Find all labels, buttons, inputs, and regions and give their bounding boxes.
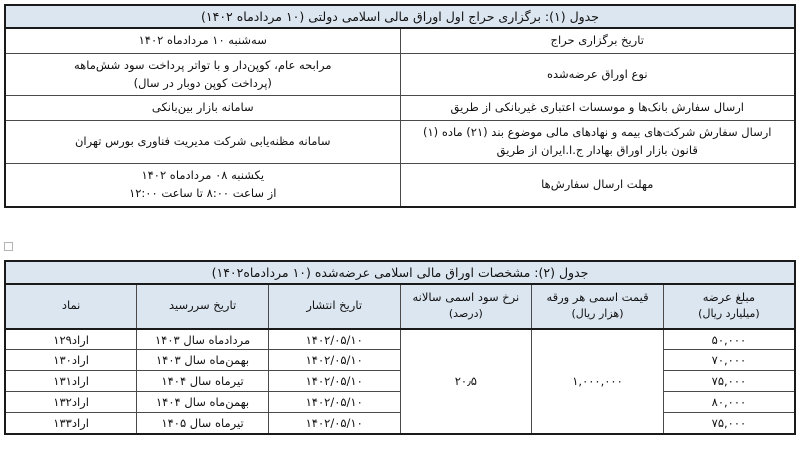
institution-order-channel-label	[400, 121, 795, 164]
maturity-date-value: مردادماه سال ۱۴۰۳	[137, 329, 269, 350]
table-row	[5, 96, 795, 121]
maturity-date-value: تیرماه سال ۱۴۰۴	[137, 371, 269, 392]
column-header-maturity-date-label: تاریخ سررسید	[168, 298, 237, 313]
column-header-symbol-label: نماد	[61, 298, 81, 313]
table-row	[5, 371, 795, 392]
securities-details-table	[4, 260, 796, 435]
institution-order-channel-line-1: سامانه مظنه‌یابی شرکت مدیریت فناوری بورس تهران	[74, 134, 331, 149]
table-row	[5, 53, 795, 96]
maturity-date-value: بهمن‌ماه سال ۱۴۰۴	[137, 392, 269, 413]
table-one-title-row	[5, 5, 795, 28]
column-header-issue-date	[268, 284, 400, 329]
column-header-symbol	[5, 284, 137, 329]
bank-order-channel-label: ارسال سفارش بانک‌ها و موسسات اعتباری غیربانکی از طریق	[400, 96, 795, 121]
column-header-nominal-price-label: قیمت اسمی هر ورقه	[546, 290, 649, 304]
order-deadline-label: مهلت ارسال سفارش‌ها	[400, 163, 795, 206]
column-header-nominal-price	[532, 284, 664, 329]
table-two-title: جدول (۲): مشخصات اوراق مالی اسلامی عرضه‌شده (۱۰ مردادماه۱۴۰۲)	[5, 261, 795, 284]
table-row	[5, 28, 795, 53]
security-type-label: نوع اوراق عرضه‌شده	[400, 53, 795, 96]
column-header-offer-amount	[663, 284, 795, 329]
column-header-annual-rate	[400, 284, 532, 329]
column-header-offer-amount-label: مبلغ عرضه	[702, 290, 756, 304]
symbol-value: اراد۱۳۱	[5, 371, 137, 392]
table-row	[5, 121, 795, 164]
issue-date-value: ۱۴۰۲/۰۵/۱۰	[268, 371, 400, 392]
security-type-line-2: (پرداخت کوپن دوبار در سال)	[133, 75, 272, 90]
symbol-value: اراد۱۳۲	[5, 392, 137, 413]
offer-amount-value: ۷۵,۰۰۰	[663, 413, 795, 434]
symbol-value: اراد۱۳۳	[5, 413, 137, 434]
security-type-value	[5, 53, 400, 96]
auction-date-value	[5, 28, 400, 53]
institution-order-channel-label-line-2: قانون بازار اوراق بهادار ج.ا.ایران از طریق	[496, 143, 698, 158]
auction-date-label: تاریخ برگزاری حراج	[400, 28, 795, 53]
column-header-issue-date-label: تاریخ انتشار	[306, 298, 363, 313]
institution-order-channel-label-line-1: ارسال سفارش شرکت‌های بیمه و نهادهای مالی موضوع بند (۲۱) ماده (۱)	[422, 125, 772, 140]
bank-order-channel-value	[5, 96, 400, 121]
offer-amount-value: ۷۵,۰۰۰	[663, 371, 795, 392]
order-deadline-line-2: از ساعت ۸:۰۰ تا ساعت ۱۲:۰۰	[129, 185, 277, 200]
symbol-value: اراد۱۳۰	[5, 350, 137, 371]
bank-order-channel-line-1: سامانه بازار بین‌بانکی	[151, 100, 254, 115]
maturity-date-value: بهمن‌ماه سال ۱۴۰۳	[137, 350, 269, 371]
security-type-line-1: مرابحه عام، کوپن‌دار و با تواتر پرداخت سود شش‌ماهه	[74, 57, 332, 72]
column-header-annual-rate-unit: (درصد)	[448, 307, 483, 321]
table-two-title-row	[5, 261, 795, 284]
issue-date-value: ۱۴۰۲/۰۵/۱۰	[268, 329, 400, 350]
table-row	[5, 163, 795, 206]
annual-rate-value: ۲۰٫۵	[400, 329, 532, 434]
offer-amount-value: ۸۰,۰۰۰	[663, 392, 795, 413]
table-row	[5, 413, 795, 434]
table-row	[5, 329, 795, 350]
auction-date-line-1: سه‌شنبه ۱۰ مردادماه ۱۴۰۲	[138, 33, 267, 47]
order-deadline-line-1: یکشنبه ۰۸ مردادماه ۱۴۰۲	[141, 167, 265, 182]
offer-amount-value: ۵۰,۰۰۰	[663, 329, 795, 350]
issue-date-value: ۱۴۰۲/۰۵/۱۰	[268, 350, 400, 371]
column-header-nominal-price-unit: (هزار ریال)	[571, 307, 624, 321]
issue-date-value: ۱۴۰۲/۰۵/۱۰	[268, 413, 400, 434]
table-row	[5, 350, 795, 371]
offer-amount-value: ۷۰,۰۰۰	[663, 350, 795, 371]
table-one-title: جدول (۱): برگزاری حراج اول اوراق مالی اسلامی دولتی (۱۰ مردادماه ۱۴۰۲)	[5, 5, 795, 28]
table-two-header-row	[5, 284, 795, 329]
column-header-maturity-date	[137, 284, 269, 329]
symbol-value: اراد۱۲۹	[5, 329, 137, 350]
column-header-annual-rate-label: نرخ سود اسمی سالانه	[412, 290, 520, 304]
table-row	[5, 392, 795, 413]
issue-date-value: ۱۴۰۲/۰۵/۱۰	[268, 392, 400, 413]
order-deadline-value	[5, 163, 400, 206]
institution-order-channel-value	[5, 121, 400, 164]
nominal-price-value: ۱,۰۰۰,۰۰۰	[532, 329, 664, 434]
auction-overview-table	[4, 4, 796, 208]
maturity-date-value: تیرماه سال ۱۴۰۵	[137, 413, 269, 434]
table-resize-handle[interactable]	[4, 242, 13, 251]
column-header-offer-amount-unit: (میلیارد ریال)	[698, 307, 760, 321]
